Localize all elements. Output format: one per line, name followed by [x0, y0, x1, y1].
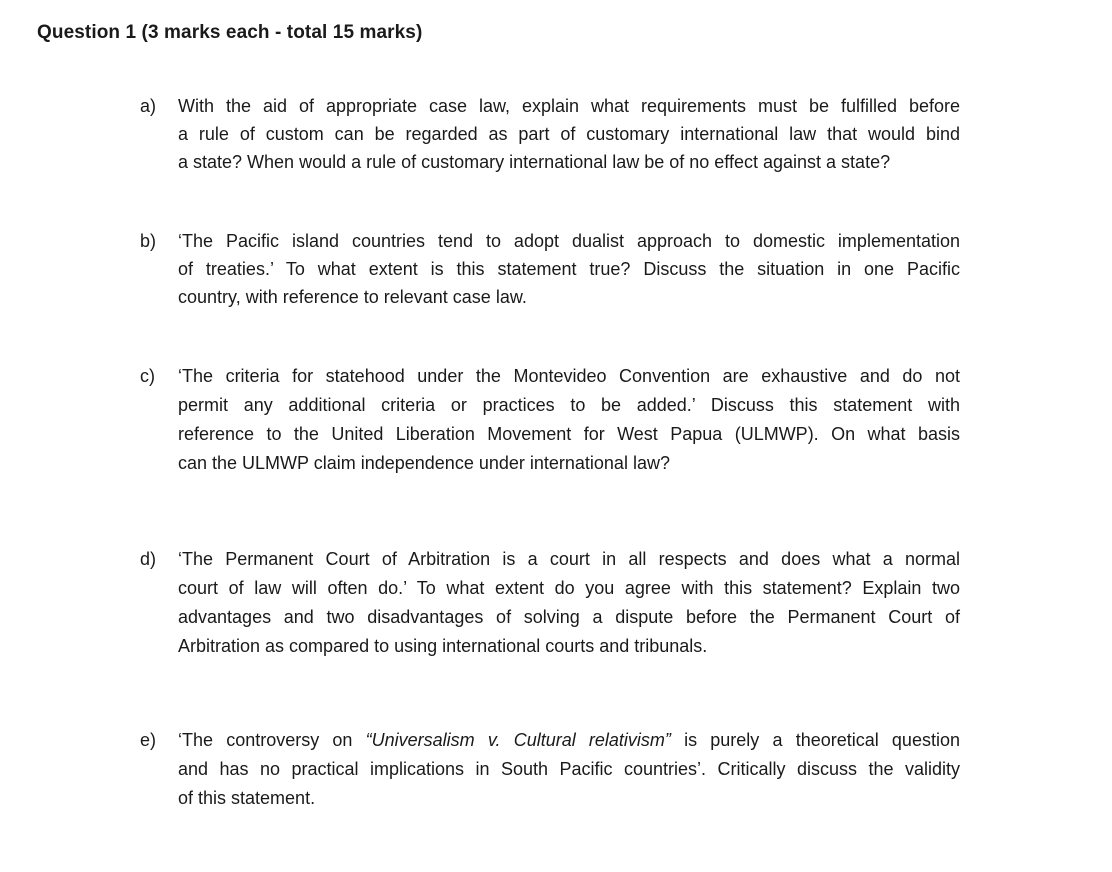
- question-line: can the ULMWP claim independence under international law?: [178, 453, 670, 473]
- question-line: ‘The Pacific island countries tend to adopt dualist approach to domestic implementation: [178, 231, 960, 251]
- question-line: Arbitration as compared to using international courts and tribunals.: [178, 636, 708, 656]
- question-line: of this statement.: [178, 788, 316, 808]
- question-label: c): [140, 366, 155, 386]
- question-b: [140, 227, 960, 311]
- page-title: Question 1 (3 marks each - total 15 marks): [37, 22, 423, 43]
- question-e: [140, 726, 960, 813]
- question-d: [140, 545, 960, 661]
- question-label: e): [140, 730, 157, 750]
- question-line: a rule of custom can be regarded as part of customary international law that would bind: [178, 124, 960, 144]
- question-line: ‘The criteria for statehood under the Montevideo Convention are exhaustive and do not: [178, 366, 960, 386]
- question-line: of treaties.’ To what extent is this statement true? Discuss the situation in one Pacific: [178, 259, 960, 279]
- question-line: court of law will often do.’ To what extent do you agree with this statement? Explain two: [178, 578, 960, 598]
- question-line: and has no practical implications in South Pacific countries’. Critically discuss the validity: [178, 759, 960, 779]
- question-text: [178, 545, 960, 661]
- question-text: [178, 227, 960, 311]
- question-c: [140, 362, 960, 478]
- question-text: [178, 726, 960, 813]
- question-line: a state? When would a rule of customary international law be of no effect against a state?: [178, 152, 891, 172]
- question-line: ‘The Permanent Court of Arbitration is a court in all respects and does what a normal: [178, 549, 960, 569]
- question-label: b): [140, 231, 157, 251]
- emphasized-phrase: “Universalism v. Cultural relativism”: [365, 730, 671, 750]
- question-line-end: is purely a theoretical question: [670, 730, 960, 750]
- question-line-start: ‘The controversy on: [178, 730, 366, 750]
- question-line: reference to the United Liberation Movement for West Papua (ULMWP). On what basis: [178, 424, 960, 444]
- question-text: [178, 362, 960, 478]
- question-line: [178, 726, 960, 755]
- question-label: a): [140, 96, 157, 116]
- question-line: country, with reference to relevant case law.: [178, 287, 527, 307]
- question-a: [140, 92, 960, 176]
- question-text: [178, 92, 960, 176]
- question-line: With the aid of appropriate case law, explain what requirements must be fulfilled before: [178, 96, 960, 116]
- question-line: permit any additional criteria or practices to be added.’ Discuss this statement with: [178, 395, 960, 415]
- question-label: d): [140, 549, 157, 569]
- question-line: advantages and two disadvantages of solving a dispute before the Permanent Court of: [178, 607, 960, 627]
